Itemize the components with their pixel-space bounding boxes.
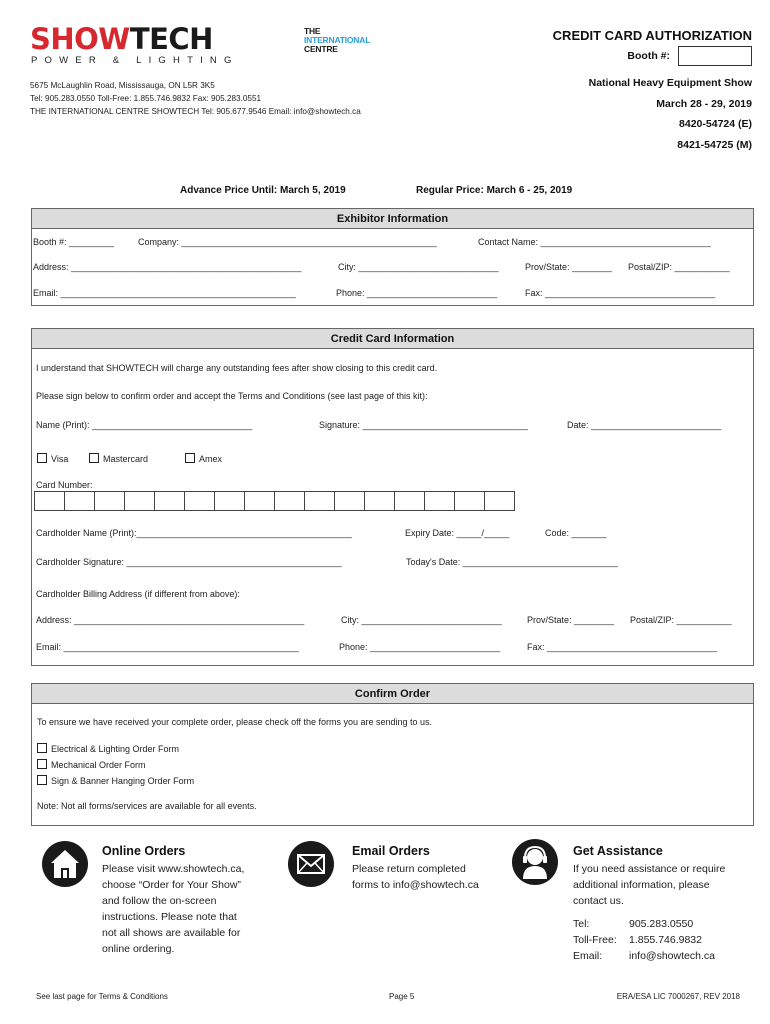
card-digit-box[interactable]: [64, 491, 95, 511]
card-number-boxes[interactable]: [35, 491, 515, 511]
billing-address-field[interactable]: Address: ______________________________________________: [36, 615, 305, 625]
signature-field[interactable]: Signature: _________________________________: [319, 420, 528, 430]
card-digit-box[interactable]: [34, 491, 65, 511]
confirm-order-heading: Confirm Order: [32, 684, 753, 704]
get-assistance-text: If you need assistance or require additional information, please contact us.: [573, 863, 726, 907]
booth-number-field[interactable]: [678, 46, 752, 66]
amex-option[interactable]: Amex: [185, 453, 222, 464]
form-checkbox-mechanical[interactable]: Mechanical Order Form: [37, 759, 146, 770]
code-field[interactable]: Code: _______: [545, 528, 607, 538]
billing-phone-field[interactable]: Phone: __________________________: [339, 642, 501, 652]
billing-city-field[interactable]: City: ____________________________: [341, 615, 502, 625]
card-digit-box[interactable]: [484, 491, 515, 511]
card-digit-box[interactable]: [424, 491, 455, 511]
city-field[interactable]: City: ____________________________: [338, 262, 499, 272]
regular-price: Regular Price: March 6 - 25, 2019: [416, 185, 573, 196]
postal-field[interactable]: Postal/ZIP: ___________: [628, 262, 730, 272]
email-orders-title: Email Orders: [352, 844, 430, 858]
cardholder-signature-field[interactable]: Cardholder Signature: ___________________________________________: [36, 557, 342, 567]
date-field[interactable]: Date: __________________________: [567, 420, 722, 430]
confirm-intro-text: To ensure we have received your complete order, please check off the forms you are sending to us.: [37, 717, 433, 727]
contact-name-field[interactable]: Contact Name: __________________________________: [478, 237, 711, 247]
confirm-note: Note: Not all forms/services are available for all events.: [37, 801, 257, 811]
online-orders-text: Please visit www.showtech.ca, choose “Order for Your Show” and follow the on-screen instructions. Please note that not all shows are available for online ordering.: [102, 863, 245, 955]
advance-price: Advance Price Until: March 5, 2019: [180, 185, 346, 196]
envelope-icon: [288, 841, 334, 887]
form-checkbox-electrical[interactable]: Electrical & Lighting Order Form: [37, 743, 179, 754]
billing-email-field[interactable]: Email: _______________________________________________: [36, 642, 299, 652]
footer-license: ERA/ESA LIC 7000267, REV 2018: [616, 992, 740, 1001]
company-address: 5675 McLaughlin Road, Mississauga, ON L5R 3K5 Tel: 905.283.0550 Toll-Free: 1.855.746.9832 Fax: 905.283.0551 THE INTERNATIONAL CENTRE SHOWTECH Tel: 905.677.9546 Email: info@showtech.ca: [30, 81, 361, 116]
page-number: Page 5: [389, 992, 415, 1001]
credit-card-heading: Credit Card Information: [32, 329, 753, 349]
exhibitor-heading: Exhibitor Information: [32, 209, 753, 229]
assist-phone: 905.283.0550: [629, 918, 694, 930]
card-digit-box[interactable]: [454, 491, 485, 511]
amex-checkbox[interactable]: [185, 453, 195, 463]
card-digit-box[interactable]: [394, 491, 425, 511]
please-sign-text: Please sign below to confirm order and accept the Terms and Conditions (see last page of this kit):: [36, 391, 428, 401]
get-assistance-title: Get Assistance: [573, 844, 663, 858]
phone-field[interactable]: Phone: __________________________: [336, 288, 498, 298]
checkbox[interactable]: [37, 775, 47, 785]
footer-terms: See last page for Terms & Conditions: [36, 992, 168, 1001]
checkbox[interactable]: [37, 759, 47, 769]
assist-contact-labels: Tel: Toll-Free: Email:: [573, 918, 617, 962]
billing-fax-field[interactable]: Fax: __________________________________: [527, 642, 718, 652]
card-digit-box[interactable]: [274, 491, 305, 511]
assist-contact-values: [629, 916, 715, 964]
booth-field[interactable]: Booth #: _________: [33, 237, 115, 247]
email-orders-text: Please return completed forms to info@showtech.ca: [352, 863, 479, 891]
home-icon: [42, 841, 88, 887]
card-digit-box[interactable]: [304, 491, 335, 511]
email-field[interactable]: Email: _______________________________________________: [33, 288, 296, 298]
card-digit-box[interactable]: [94, 491, 125, 511]
show-info: National Heavy Equipment Show March 28 - 29, 2019 8420-54724 (E) 8421-54725 (M): [588, 77, 752, 151]
checkbox[interactable]: [37, 743, 47, 753]
showtech-logo: SHOWTECH: [30, 22, 213, 56]
credit-card-section: [31, 328, 754, 666]
online-orders-title: Online Orders: [102, 844, 186, 858]
assist-tollfree: 1.855.746.9832: [629, 934, 702, 946]
billing-address-label: Cardholder Billing Address (if different from above):: [36, 589, 240, 599]
fax-field[interactable]: Fax: __________________________________: [525, 288, 716, 298]
understand-text: I understand that SHOWTECH will charge any outstanding fees after show closing to this credit card.: [36, 363, 438, 373]
prov-field[interactable]: Prov/State: ________: [525, 262, 613, 272]
form-title: CREDIT CARD AUTHORIZATION: [552, 28, 752, 43]
card-digit-box[interactable]: [364, 491, 395, 511]
support-agent-icon: [512, 839, 558, 885]
confirm-order-section: [31, 683, 754, 826]
mastercard-checkbox[interactable]: [89, 453, 99, 463]
cardholder-name-field[interactable]: Cardholder Name (Print):___________________________________________: [36, 528, 352, 538]
company-field[interactable]: Company: ___________________________________________________: [138, 237, 437, 247]
mastercard-option[interactable]: Mastercard: [89, 453, 148, 464]
name-print-field[interactable]: Name (Print): ________________________________: [36, 420, 253, 430]
todays-date-field[interactable]: Today's Date: _______________________________: [406, 557, 618, 567]
card-number-label: Card Number:: [36, 480, 93, 490]
logo-tagline: POWER & LIGHTING: [31, 55, 239, 66]
international-centre-logo: THE INTERNATIONAL CENTRE: [304, 26, 371, 54]
card-digit-box[interactable]: [184, 491, 215, 511]
expiry-field[interactable]: Expiry Date: _____/_____: [405, 528, 510, 538]
billing-postal-field[interactable]: Postal/ZIP: ___________: [630, 615, 732, 625]
card-digit-box[interactable]: [124, 491, 155, 511]
address-field[interactable]: Address: ______________________________________________: [33, 262, 302, 272]
card-digit-box[interactable]: [214, 491, 245, 511]
card-digit-box[interactable]: [244, 491, 275, 511]
visa-option[interactable]: Visa: [37, 453, 68, 464]
form-checkbox-sign-banner[interactable]: Sign & Banner Hanging Order Form: [37, 775, 194, 786]
visa-checkbox[interactable]: [37, 453, 47, 463]
card-digit-box[interactable]: [154, 491, 185, 511]
booth-number-row: Booth #:: [627, 46, 752, 66]
card-digit-box[interactable]: [334, 491, 365, 511]
exhibitor-section: [31, 208, 754, 306]
assist-email: info@showtech.ca: [629, 950, 715, 962]
billing-prov-field[interactable]: Prov/State: ________: [527, 615, 615, 625]
